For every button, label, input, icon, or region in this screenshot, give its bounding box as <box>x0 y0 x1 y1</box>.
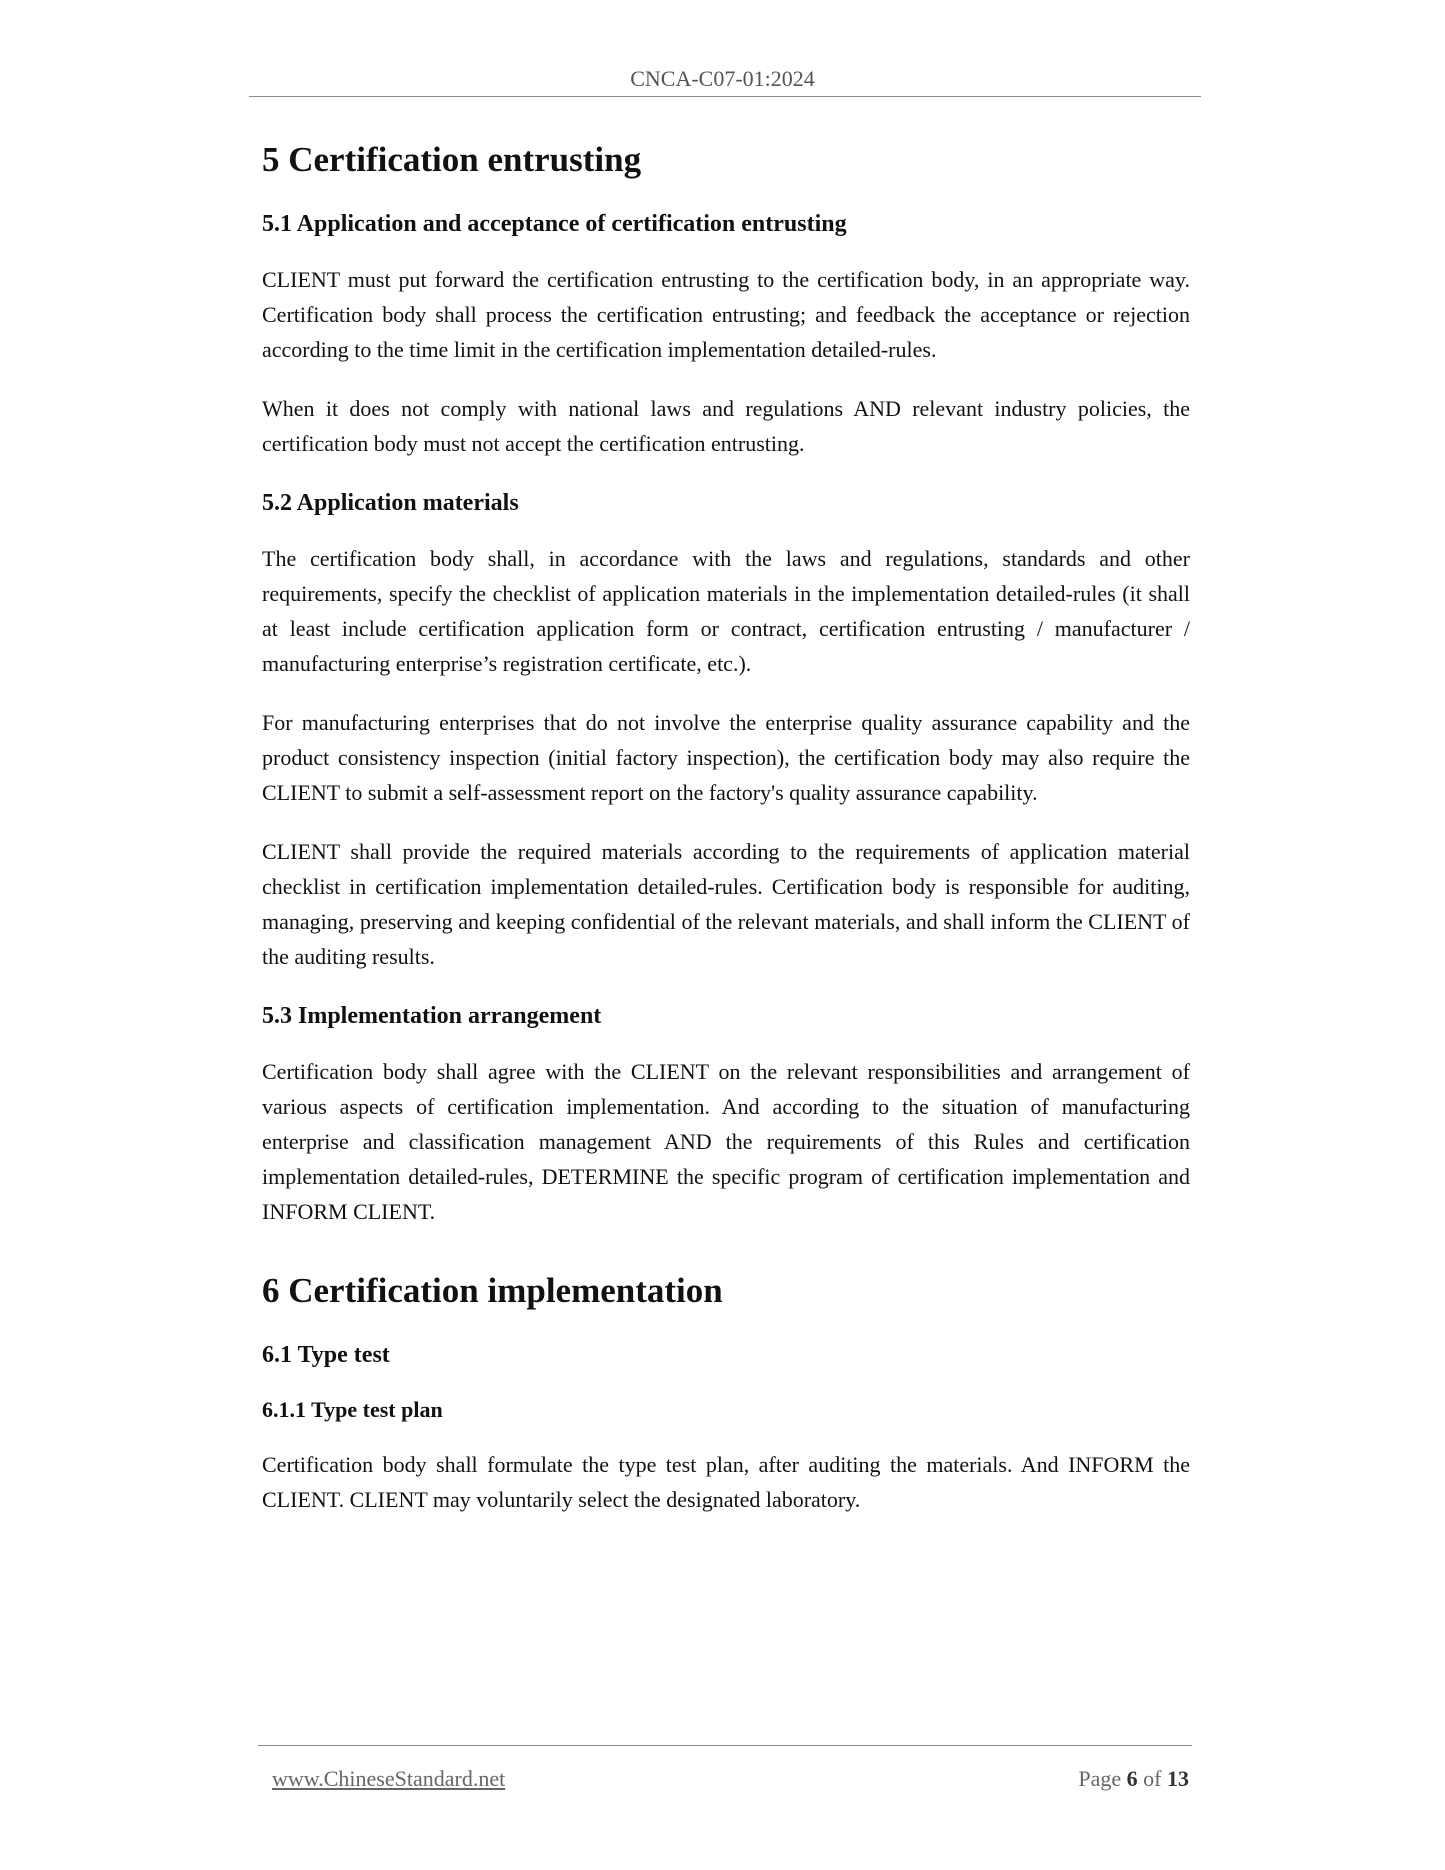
section-5-1-heading: 5.1 Application and acceptance of certification entrusting <box>262 211 847 237</box>
page-label: Page <box>1078 1766 1122 1791</box>
section-5-2-paragraph-2: For manufacturing enterprises that do not involve the enterprise quality assurance capability and the product consistency inspection (initial factory inspection), the certification body may also require the CLIENT to submit a self-assessment report on the factory's quality assurance capability. <box>262 710 1190 805</box>
page-of-label: of <box>1143 1766 1162 1791</box>
section-5-2-paragraph-1: The certification body shall, in accordance with the laws and regulations, standards and other requirements, specify the checklist of application materials in the implementation detailed-rules (it shall at least include certification application form or contract, certification entrusting / manufacturer / manufacturing enterprise’s registration certificate, etc.). <box>262 546 1190 676</box>
page-header-doc-id: CNCA-C07-01:2024 <box>630 66 815 91</box>
section-6-1-heading: 6.1 Type test <box>262 1342 390 1368</box>
section-5-3-heading: 5.3 Implementation arrangement <box>262 1003 602 1029</box>
section-5-2-heading: 5.2 Application materials <box>262 490 519 516</box>
website-link[interactable]: www.ChineseStandard.net <box>272 1766 506 1791</box>
page-indicator <box>1078 1766 1189 1792</box>
section-5-1-paragraph-1: CLIENT must put forward the certification entrusting to the certification body, in an appropriate way. Certification body shall process the certification entrusting; and feedback the acceptance or rejection according to the time limit in the certification implementation detailed-rules. <box>262 267 1190 362</box>
section-6-heading: 6 Certification implementation <box>262 1271 723 1310</box>
header-divider <box>249 96 1201 97</box>
section-5-heading: 5 Certification entrusting <box>262 140 642 179</box>
page-current-number: 6 <box>1126 1766 1138 1791</box>
section-6-1-1-paragraph-1: Certification body shall formulate the type test plan, after auditing the materials. And INFORM the CLIENT. CLIENT may voluntarily select the designated laboratory. <box>262 1452 1190 1512</box>
section-5-2-paragraph-3: CLIENT shall provide the required materials according to the requirements of application material checklist in certification implementation detailed-rules. Certification body is responsible for auditing, managing, preserving and keeping confidential of the relevant materials, and shall inform the CLIENT of the auditing results. <box>262 839 1190 969</box>
page-total-number: 13 <box>1167 1766 1189 1791</box>
section-6-1-1-heading: 6.1.1 Type test plan <box>262 1397 443 1422</box>
footer-divider <box>258 1745 1192 1746</box>
document-body <box>262 136 1190 1541</box>
section-5-3-paragraph-1: Certification body shall agree with the CLIENT on the relevant responsibilities and arrangement of various aspects of certification implementation. And according to the situation of manufacturing enterprise and classification management AND the requirements of this Rules and certification implementation detailed-rules, DETERMINE the specific program of certification implementation and INFORM CLIENT. <box>262 1059 1190 1224</box>
section-5-1-paragraph-2: When it does not comply with national laws and regulations AND relevant industry policies, the certification body must not accept the certification entrusting. <box>262 396 1190 456</box>
